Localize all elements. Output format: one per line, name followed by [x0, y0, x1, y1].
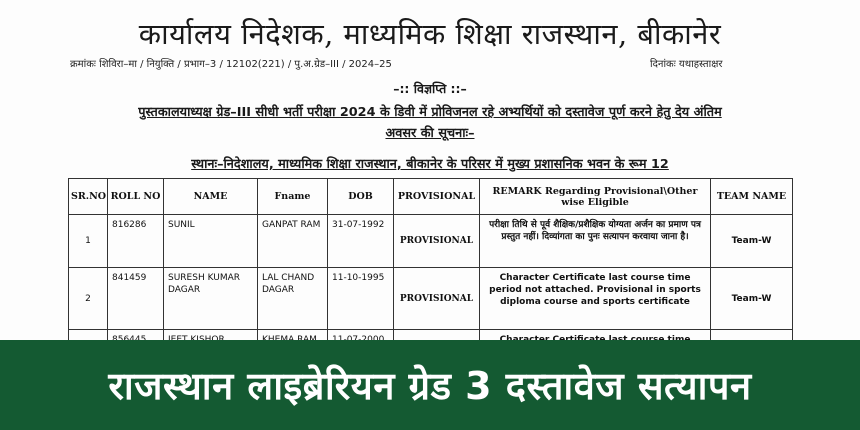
candidate-table	[68, 178, 793, 363]
cell-roll-no: 816286	[108, 215, 164, 268]
venue-line: स्थानः–निदेशालय, माध्यमिक शिक्षा राजस्थान, बीकानेर के परिसर में मुख्य प्रशासनिक भवन के रूम 12	[191, 157, 669, 172]
cell-roll-no: 841459	[108, 268, 164, 330]
cell-remark: परीक्षा तिथि से पूर्व शैक्षिक/प्रशैक्षिक योग्यता अर्जन का प्रमाण पत्र प्रस्तुत नहीं। दिव्यांगता का पुनः सत्यापन करवाया जाना है।	[480, 215, 711, 268]
cell-sr-no: 1	[69, 215, 108, 268]
subject-line-1: पुस्तकालयाध्यक्ष ग्रेड–III सीधी भर्ती परीक्षा 2024 के डिवी में प्रोविजनल रहे अभ्यर्थियों को दस्तावेज पूर्ण करने हेतु देय अंतिम	[138, 105, 722, 120]
headline-banner	[0, 340, 860, 430]
table-header-row	[69, 179, 793, 215]
header-provisional: PROVISIONAL	[394, 179, 480, 215]
header-roll-no: ROLL NO	[108, 179, 164, 215]
cell-dob: 31-07-1992	[328, 215, 394, 268]
cell-fname: LAL CHAND DAGAR	[258, 268, 328, 330]
cell-name: SUNIL	[164, 215, 258, 268]
subject-line-2: अवसर की सूचनाः–	[385, 126, 475, 141]
table-row	[69, 268, 793, 330]
office-title: कार्यालय निदेशक, माध्यमिक शिक्षा राजस्थान, बीकानेर	[138, 17, 722, 51]
cell-sr-no: 2	[69, 268, 108, 330]
header-team-name: TEAM NAME	[711, 179, 793, 215]
cell-team-name: Team-W	[711, 268, 793, 330]
cell-name: SURESH KUMAR DAGAR	[164, 268, 258, 330]
cell-dob: 11-10-1995	[328, 268, 394, 330]
header-name: NAME	[164, 179, 258, 215]
cell-provisional: PROVISIONAL	[394, 268, 480, 330]
header-dob: DOB	[328, 179, 394, 215]
cell-team-name: Team-W	[711, 215, 793, 268]
cell-fname: GANPAT RAM	[258, 215, 328, 268]
notice-date: दिनांकः यथाहस्ताक्षर	[650, 59, 723, 70]
notice-heading: –:: विज्ञप्ति ::–	[393, 81, 467, 96]
table-row	[69, 215, 793, 268]
header-sr-no: SR.NO	[69, 179, 108, 215]
notice-subject	[68, 102, 792, 144]
cell-provisional: PROVISIONAL	[394, 215, 480, 268]
banner-headline: राजस्थान लाइब्रेरियन ग्रेड 3 दस्तावेज सत्यापन	[108, 364, 752, 408]
header-fname: Fname	[258, 179, 328, 215]
header-remark: REMARK Regarding Provisional\Other wise Eligible	[480, 179, 711, 215]
cell-remark: Character Certificate last course time period not attached. Provisional in sports diploma course and sports certificate	[480, 268, 711, 330]
reference-number: क्रमांकः शिविरा–मा / नियुक्ति / प्रभाग–3 / 12102(221) / पु.अ.ग्रेड–III / 2024–25	[70, 59, 392, 70]
